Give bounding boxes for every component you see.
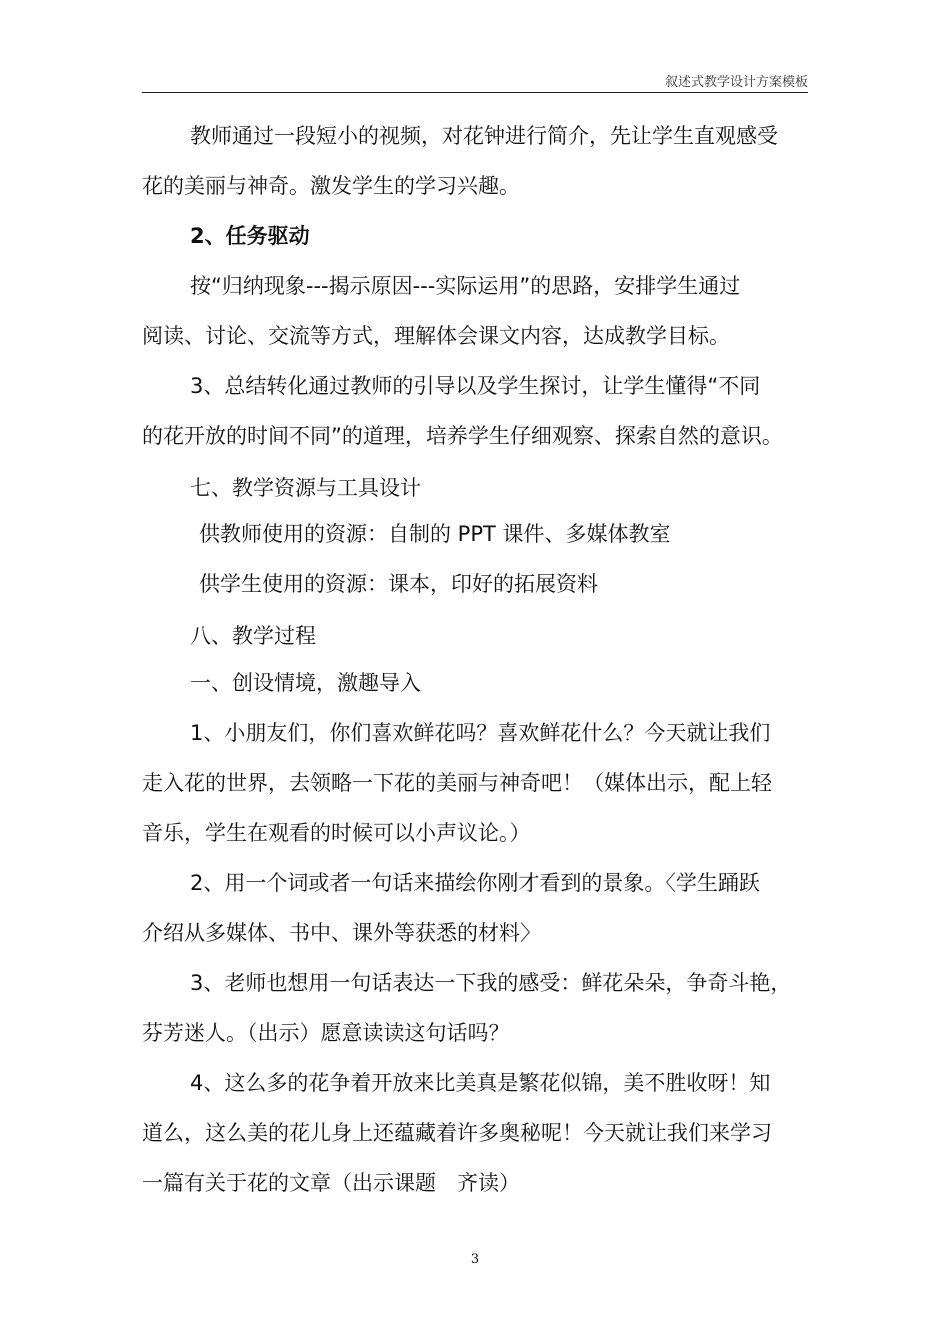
text-line: 4、这么多的花争着开放来比美真是繁花似锦，美不胜收呀！知 [190,1071,771,1095]
text-line: 介绍从多媒体、书中、课外等获悉的材料〉 [142,921,541,945]
section-heading: 七、教学资源与工具设计 [190,476,421,500]
text-line: 3、总结转化通过教师的引导以及学生探讨，让学生懂得“不同 [190,374,761,398]
text-line: 走入花的世界，去领略一下花的美丽与神奇吧！（媒体出示，配上轻 [142,771,772,795]
text-line: 教师通过一段短小的视频，对花钟进行简介，先让学生直观感受 [190,124,778,148]
section-heading: 2、任务驱动 [190,224,310,248]
text-line: 1、小朋友们，你们喜欢鲜花吗？喜欢鲜花什么？今天就让我们 [190,721,771,745]
text-line: 道么，这么美的花儿身上还蕴藏着许多奥秘呢！今天就让我们来学习 [142,1121,772,1145]
page-number: 3 [470,1252,480,1267]
text-line: 按“归纳现象---揭示原因---实际运用”的思路，安排学生通过 [190,274,741,298]
page-header [142,70,808,93]
header-title: 叙述式教学设计方案模板 [664,75,808,90]
text-line: 一篇有关于花的文章（出示课题 齐读） [142,1171,520,1195]
text-line: 供学生使用的资源：课本，印好的拓展资料 [199,572,598,596]
text-line: 芬芳迷人。（出示）愿意读读这句话吗？ [142,1021,510,1045]
section-heading: 八、教学过程 [190,624,316,648]
text-line: 花的美丽与神奇。激发学生的学习兴趣。 [142,174,520,198]
section-heading: 一、创设情境，激趣导入 [190,671,421,695]
text-line: 阅读、讨论、交流等方式，理解体会课文内容，达成教学目标。 [142,324,730,348]
text-line: 3、老师也想用一句话表达一下我的感受：鲜花朵朵，争奇斗艳， [190,971,792,995]
text-line: 的花开放的时间不同”的道理，培养学生仔细观察、探索自然的意识。 [142,424,783,448]
text-line: 2、用一个词或者一句话来描绘你刚才看到的景象。〈学生踊跃 [190,871,760,895]
text-line: 供教师使用的资源：自制的 PPT 课件、多媒体教室 [199,522,671,546]
text-line: 音乐，学生在观看的时候可以小声议论。） [142,821,531,845]
